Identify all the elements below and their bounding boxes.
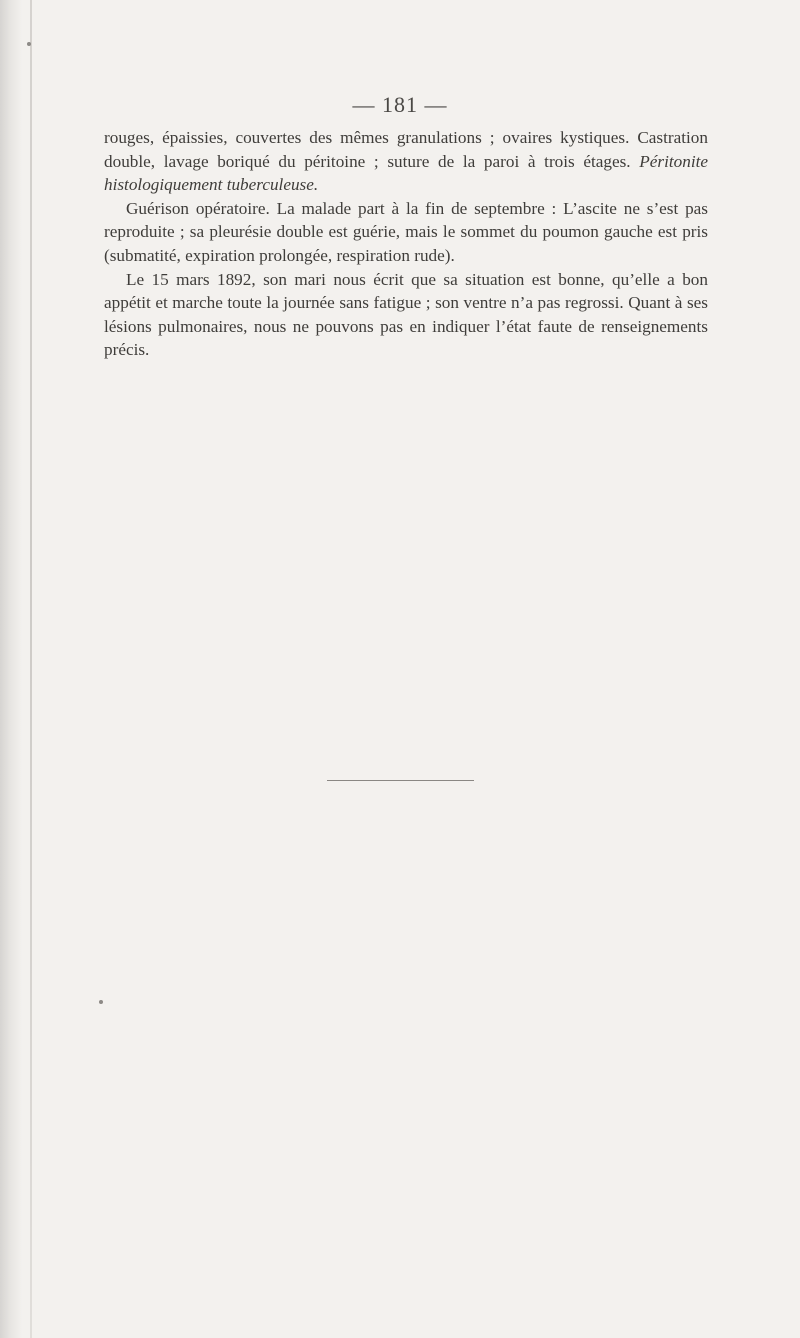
page-binding-shadow: [0, 0, 22, 1338]
section-divider: [327, 780, 474, 781]
paragraph-1-italic-diagnosis: Péritonite histologiquement tuberculeuse.: [104, 151, 708, 195]
body-text: [104, 126, 708, 362]
paragraph-3: Le 15 mars 1892, son mari nous écrit que sa situation est bonne, qu’elle a bon appétit et marche toute la journée sans fatigue ; son ventre n’a pas regrossi. Quant à ses lésions pulmonaires, nous ne pouvons pas en indiquer l’état faute de renseignements précis.: [104, 269, 708, 360]
scan-speck: [99, 1000, 103, 1004]
scan-speck: [27, 42, 31, 46]
paragraph-1: [104, 126, 708, 197]
paragraph-1-text: rouges, épaissies, couvertes des mêmes granulations ; ovaires kystiques. Castration double, lavage boriqué du péritoine ; suture de la paroi à trois étages.: [104, 128, 708, 171]
paragraph-2: Guérison opératoire. La malade part à la fin de septembre : L’ascite ne s’est pas reproduite ; sa pleurésie double est guérie, mais le sommet du poumon gauche est pris (submatité, expiration prolongée, respiration rude).: [104, 198, 708, 265]
page-binding-line: [30, 0, 32, 1338]
page-number: — 181 —: [352, 92, 448, 117]
